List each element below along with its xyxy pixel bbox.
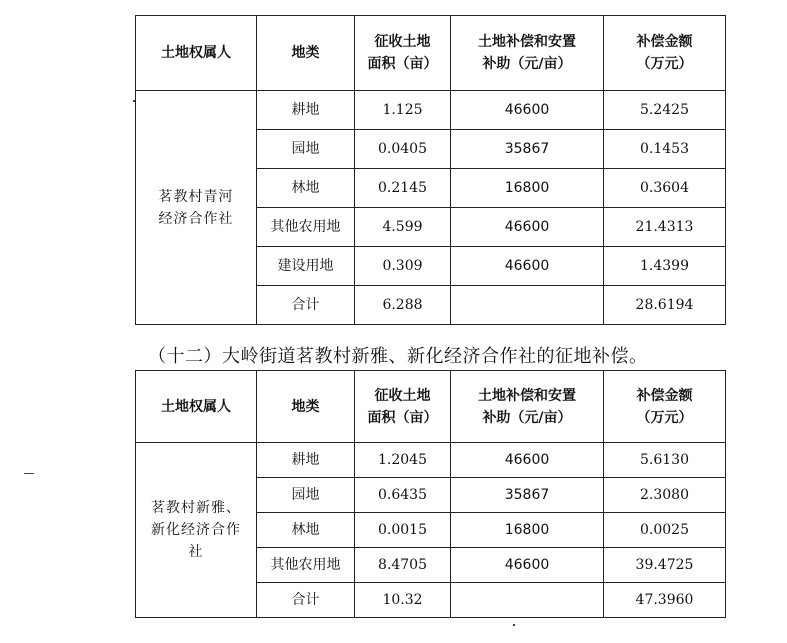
area-cell: 0.0015: [355, 513, 451, 548]
land-type-cell: 园地: [257, 130, 355, 169]
table-header-row: [136, 16, 726, 91]
header-area-line1: 征收土地: [374, 387, 431, 404]
table-header-row: [136, 371, 726, 443]
amount-cell: 5.6130: [604, 443, 726, 478]
header-amount: [604, 16, 726, 91]
owner-line: 茗教村新雅、: [151, 500, 241, 516]
header-area: [355, 16, 451, 91]
rate-cell: [451, 286, 604, 325]
area-cell: 0.6435: [355, 478, 451, 513]
header-area-line2: 面积（亩）: [367, 409, 438, 426]
rate-cell: 35867: [451, 478, 604, 513]
area-cell: 0.2145: [355, 169, 451, 208]
amount-cell: 47.3960: [604, 583, 726, 618]
rate-cell: 16800: [451, 513, 604, 548]
rate-cell: 16800: [451, 169, 604, 208]
area-cell: 0.0405: [355, 130, 451, 169]
rate-cell: 46600: [451, 208, 604, 247]
header-area-line2: 面积（亩）: [367, 56, 438, 72]
land-type-cell: 其他农用地: [257, 208, 355, 247]
land-type-cell: 林地: [257, 513, 355, 548]
header-area-line1: 征收土地: [374, 34, 431, 50]
header-rate: [451, 16, 604, 91]
header-amount: [604, 371, 726, 443]
header-land-type: 地类: [257, 371, 355, 443]
owner-cell: [136, 91, 257, 325]
header-amount-line1: 补偿金额: [636, 387, 693, 404]
owner-cell: [136, 443, 257, 618]
land-type-cell: 园地: [257, 478, 355, 513]
header-amount-line2: （万元）: [636, 409, 693, 426]
area-cell: 6.288: [355, 286, 451, 325]
amount-cell: 0.1453: [604, 130, 726, 169]
area-cell: 0.309: [355, 247, 451, 286]
rate-cell: 46600: [451, 548, 604, 583]
amount-cell: 5.2425: [604, 91, 726, 130]
amount-cell: 21.4313: [604, 208, 726, 247]
land-type-cell: 合计: [257, 583, 355, 618]
area-cell: 10.32: [355, 583, 451, 618]
land-type-cell: 建设用地: [257, 247, 355, 286]
owner-line: 经济合作社: [158, 210, 234, 227]
header-rate-line1: 土地补偿和安置: [478, 34, 576, 50]
area-cell: 1.2045: [355, 443, 451, 478]
compensation-table-qinghe: [135, 15, 726, 325]
land-type-cell: 合计: [257, 286, 355, 325]
amount-cell: 0.0025: [604, 513, 726, 548]
amount-cell: 39.4725: [604, 548, 726, 583]
header-rate: [451, 371, 604, 443]
amount-cell: 0.3604: [604, 169, 726, 208]
rate-cell: 46600: [451, 443, 604, 478]
scan-speck: [24, 473, 34, 474]
header-rate-line2: 补助（元/亩）: [482, 409, 572, 426]
header-amount-line1: 补偿金额: [636, 34, 693, 50]
land-type-cell: 耕地: [257, 443, 355, 478]
rate-cell: [451, 583, 604, 618]
owner-line: 茗教村青河: [158, 188, 234, 205]
amount-cell: 2.3080: [604, 478, 726, 513]
compensation-table-xinya-xinhua: [135, 370, 726, 618]
land-type-cell: 其他农用地: [257, 548, 355, 583]
header-area: [355, 371, 451, 443]
owner-line: 社: [188, 544, 204, 560]
amount-cell: 1.4399: [604, 247, 726, 286]
land-type-cell: 林地: [257, 169, 355, 208]
table-row: [136, 91, 726, 130]
header-rate-line1: 土地补偿和安置: [478, 387, 576, 404]
header-owner: 土地权属人: [136, 16, 257, 91]
section-heading: （十二）大岭街道茗教村新雅、新化经济合作社的征地补偿。: [148, 346, 648, 367]
rate-cell: 46600: [451, 247, 604, 286]
table-row: [136, 443, 726, 478]
area-cell: 8.4705: [355, 548, 451, 583]
rate-cell: 46600: [451, 91, 604, 130]
land-type-cell: 耕地: [257, 91, 355, 130]
header-amount-line2: （万元）: [636, 56, 693, 72]
rate-cell: 35867: [451, 130, 604, 169]
scan-speck: [133, 100, 135, 102]
amount-cell: 28.6194: [604, 286, 726, 325]
scan-speck: [513, 624, 515, 626]
owner-line: 新化经济合作: [151, 522, 241, 538]
area-cell: 4.599: [355, 208, 451, 247]
header-owner: 土地权属人: [136, 371, 257, 443]
header-rate-line2: 补助（元/亩）: [482, 56, 572, 72]
area-cell: 1.125: [355, 91, 451, 130]
header-land-type: 地类: [257, 16, 355, 91]
